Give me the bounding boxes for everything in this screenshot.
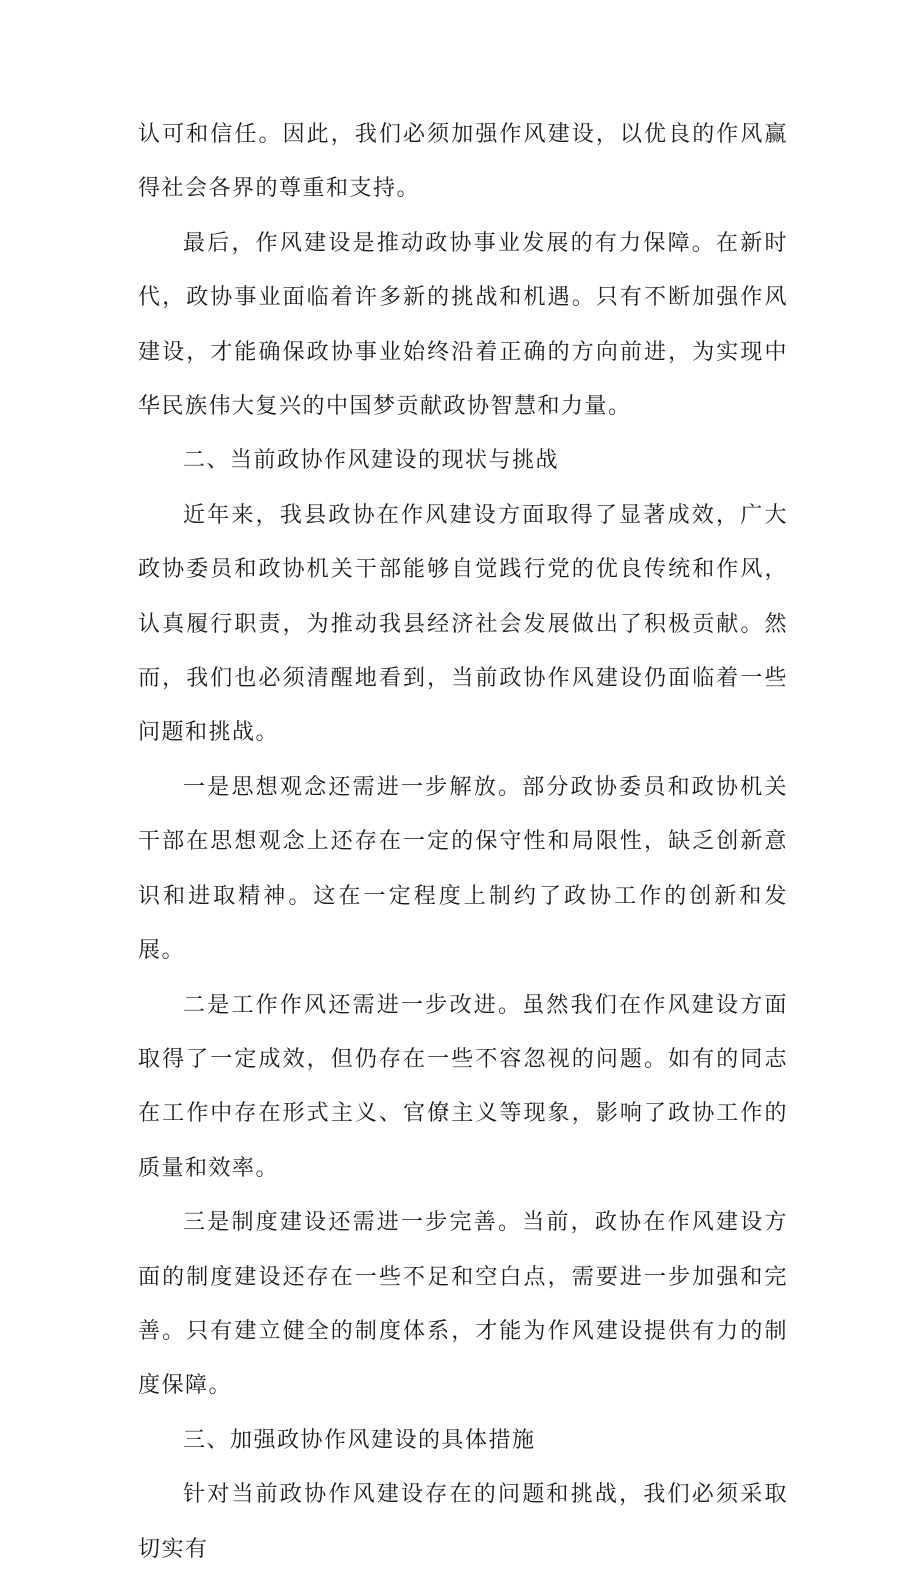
paragraph-body: 三是制度建设还需进一步完善。当前，政协在作风建设方面的制度建设还存在一些不足和空白点，需要进一步加强和完善。只有建立健全的制度体系，才能为作风建设提供有力的制度保障。 — [138, 1210, 788, 1399]
paragraph-body: 二是工作作风还需进一步改进。虽然我们在作风建设方面取得了一定成效，但仍存在一些不容忽视的问题。如有的同志在工作中存在形式主义、官僚主义等现象，影响了政协工作的质量和效率。 — [138, 992, 788, 1181]
section-heading: 二、当前政协作风建设的现状与挑战 — [183, 448, 560, 474]
paragraph-body: 最后，作风建设是推动政协事业发展的有力保障。在新时代，政协事业面临着许多新的挑战和机遇。只有不断加强作风建设，才能确保政协事业始终沿着正确的方向前进，为实现中华民族伟大复兴的中国梦贡献政协智慧和力量。 — [138, 230, 788, 420]
section-heading: 三、加强政协作风建设的具体措施 — [183, 1427, 536, 1453]
paragraph-continuation: 认可和信任。因此，我们必须加强作风建设，以优良的作风赢得社会各界的尊重和支持。 — [138, 122, 788, 202]
paragraph-body: 针对当前政协作风建设存在的问题和挑战，我们必须采取切实有 — [138, 1482, 788, 1562]
document-body — [138, 108, 788, 1577]
paragraph-body: 近年来，我县政协在作风建设方面取得了显著成效，广大政协委员和政协机关干部能够自觉践行党的优良传统和作风，认真履行职责，为推动我县经济社会发展做出了积极贡献。然而，我们也必须清醒地看到，当前政协作风建设仍面临着一些问题和挑战。 — [138, 502, 788, 746]
paragraph-body: 一是思想观念还需进一步解放。部分政协委员和政协机关干部在思想观念上还存在一定的保守性和局限性，缺乏创新意识和进取精神。这在一定程度上制约了政协工作的创新和发展。 — [138, 774, 788, 964]
